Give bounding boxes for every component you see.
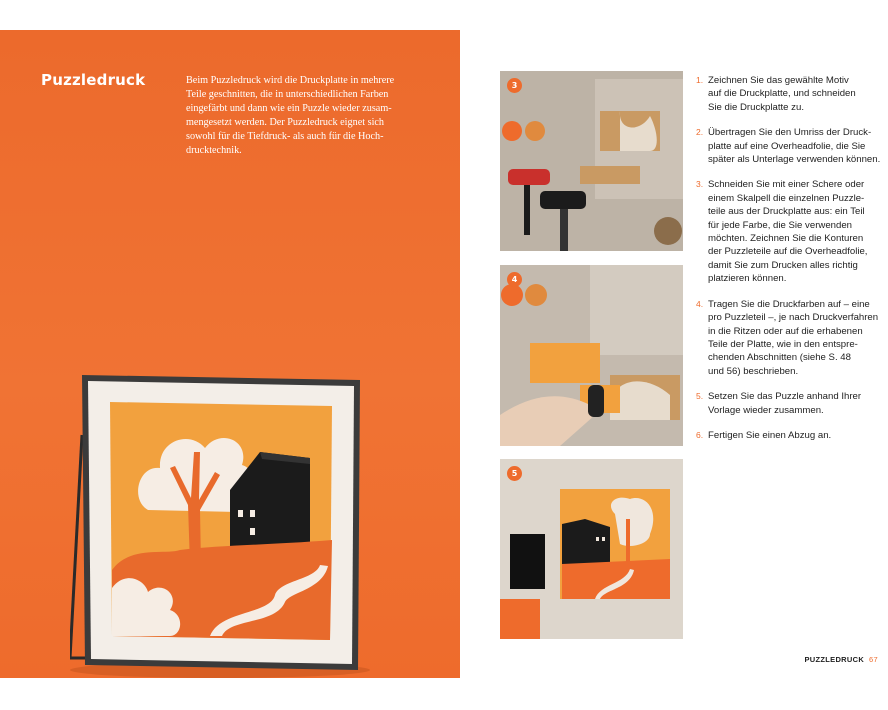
step-number: 6.	[696, 429, 704, 440]
step-number-badge: 3	[507, 78, 522, 93]
instruction-step	[696, 390, 886, 417]
step-line: damit Sie zum Drucken alles richtig	[708, 259, 858, 271]
intro-line: drucktechnik.	[186, 145, 242, 156]
step-line: für jede Farbe, die Sie verwenden	[708, 219, 852, 231]
step-line: Zeichnen Sie das gewählte Motiv	[708, 75, 849, 86]
instruction-step	[696, 429, 886, 442]
instruction-step	[696, 178, 886, 285]
intro-line: Teile geschnitten, die in unterschiedlichen Farben	[186, 89, 389, 100]
instruction-list	[696, 74, 886, 454]
step-line: platzieren können.	[708, 273, 787, 285]
step-5-photo	[500, 459, 683, 639]
step-line: Schneiden Sie mit einer Schere oder	[708, 179, 865, 191]
step-line: Vorlage wieder zusammen.	[708, 404, 824, 416]
step-line: pro Puzzleteil –, je nach Druckverfahren	[708, 312, 879, 324]
step-number: 1.	[696, 75, 704, 85]
step-line: platte auf eine Overheadfolie, die Sie	[708, 140, 866, 152]
step-line: chenden Abschnitten (siehe S. 48	[708, 352, 851, 364]
instruction-step	[696, 74, 886, 114]
page-number: 67	[869, 655, 878, 664]
step-number: 3.	[696, 179, 704, 190]
step-number: 4.	[696, 298, 704, 309]
step-number: 5.	[696, 391, 704, 402]
step-line: auf die Druckplatte, und schneiden	[708, 88, 856, 100]
step-line: teile aus der Druckplatte aus: ein Teil	[708, 206, 865, 218]
instruction-step	[696, 126, 886, 166]
page-footer	[805, 655, 879, 664]
step-4-photo	[500, 265, 683, 446]
left-page	[0, 30, 460, 678]
step-line: der Puzzleteile auf die Overheadfolie,	[708, 246, 868, 258]
instruction-step	[696, 298, 886, 378]
step-line: Teile der Platte, wie in den entspre-	[708, 338, 858, 350]
step-line: möchten. Zeichnen Sie die Konturen	[708, 233, 864, 245]
intro-text	[186, 74, 422, 158]
step-line: Fertigen Sie einen Abzug an.	[708, 429, 832, 441]
step-line: und 56) beschrieben.	[708, 365, 799, 377]
step-number-badge: 5	[507, 466, 522, 481]
step-number-badge: 4	[507, 272, 522, 287]
intro-line: Beim Puzzledruck wird die Druckplatte in mehrere	[186, 75, 395, 86]
step-line: Tragen Sie die Druckfarben auf – eine	[708, 298, 870, 310]
step-line: Setzen Sie das Puzzle anhand Ihrer	[708, 391, 862, 403]
step-line: in die Ritzen oder auf die erhabenen	[708, 325, 863, 337]
intro-line: eingefärbt und dann wie ein Puzzle wieder zusam-	[186, 103, 392, 114]
step-3-photo	[500, 71, 683, 251]
framed-print-photo	[70, 340, 370, 678]
step-number: 2.	[696, 127, 704, 138]
step-line: einem Skalpell die einzelnen Puzzle-	[708, 192, 865, 204]
step-line: Übertragen Sie den Umriss der Druck-	[708, 127, 872, 139]
intro-line: mengesetzt werden. Der Puzzledruck eignet sich	[186, 117, 385, 128]
running-head: PUZZLEDRUCK	[804, 655, 865, 664]
intro-line: sowohl für die Tiefdruck- als auch für die Hoch-	[186, 131, 384, 142]
step-line: Sie die Druckplatte zu.	[708, 101, 804, 113]
step-line: später als Unterlage verwenden können.	[708, 154, 881, 166]
section-title: Puzzledruck	[41, 71, 146, 89]
